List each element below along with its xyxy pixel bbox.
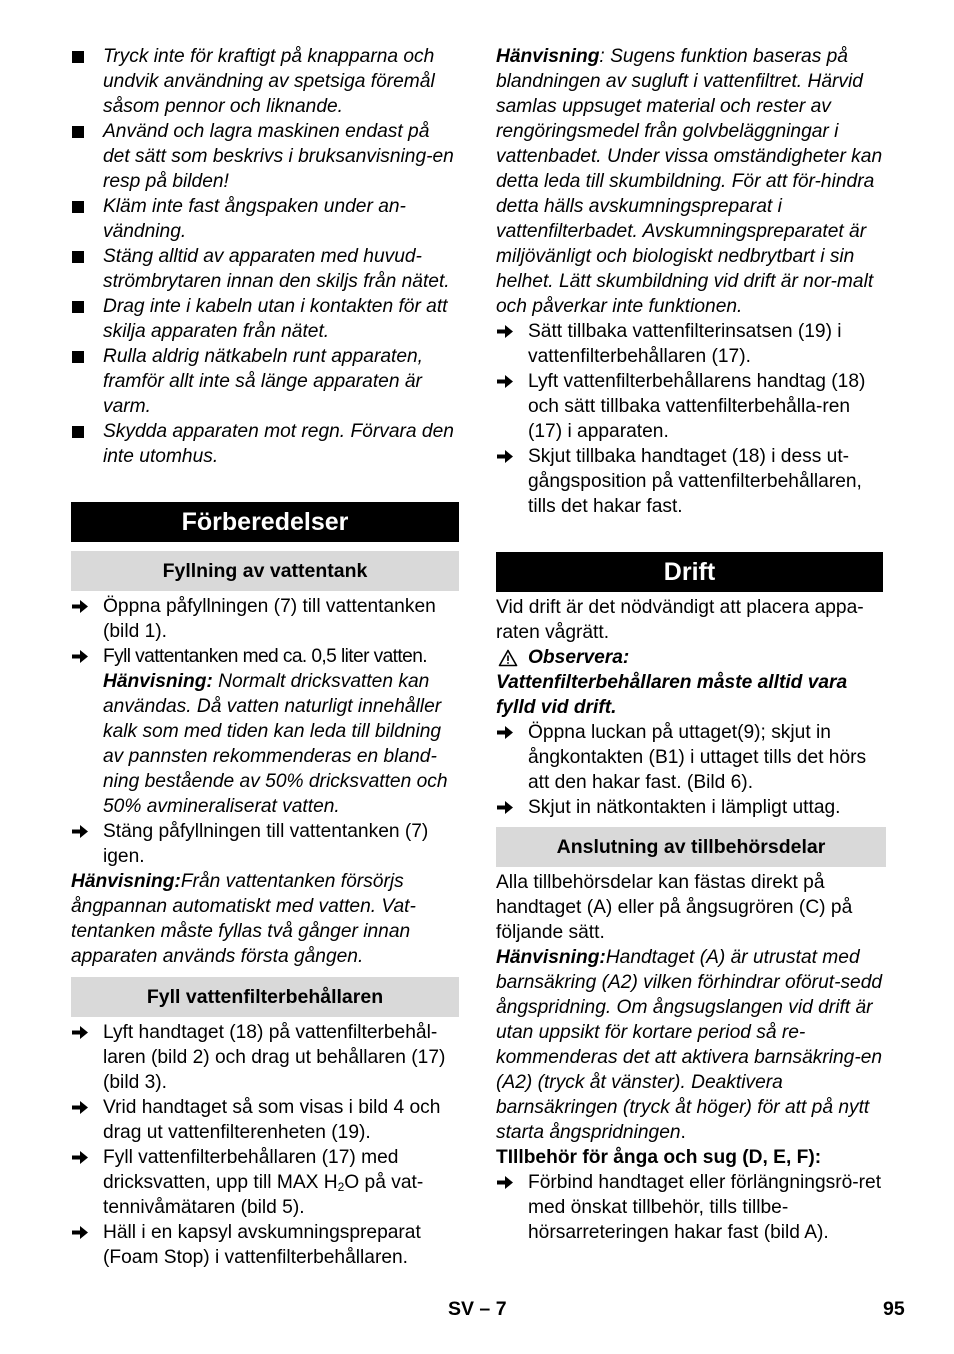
warning-triangle-icon bbox=[498, 649, 518, 674]
note-text: Normalt dricksvatten kan användas. Då vatten naturligt innehåller kalk som med tiden kan leda till bildning av pannsten rekommenderas en bland-ning bestående av 50% dricksvatten och 50% avmineraliserat vatten. bbox=[103, 671, 448, 817]
bullet-text: Skydda apparaten mot regn. Förvara den inte utomhus. bbox=[103, 421, 454, 467]
list-item bbox=[71, 1020, 459, 1095]
square-bullet-icon bbox=[72, 201, 84, 213]
fill-tank-steps bbox=[71, 594, 459, 869]
list-item bbox=[496, 369, 886, 444]
section-heading-drift: Drift bbox=[496, 552, 883, 592]
subheading-anslutning-tillbehorsdelar: Anslutning av tillbehörsdelar bbox=[496, 827, 886, 867]
arrow-right-icon bbox=[71, 594, 93, 619]
filter-steps bbox=[71, 1020, 459, 1270]
list-item bbox=[71, 194, 459, 244]
left-column bbox=[71, 44, 459, 1270]
note-label: Hänvisning bbox=[496, 46, 600, 67]
step-text: Förbind handtaget eller förlängningsrö-ret med önskat tillbehör, tills tillbe-hörsarreteringen hakar fast (bild A). bbox=[528, 1172, 882, 1243]
footer-section-label: SV – 7 bbox=[448, 1298, 507, 1320]
subscript-2: 2 bbox=[337, 1180, 345, 1194]
list-item bbox=[71, 1220, 459, 1270]
subheading-fyllning-vattentank: Fyllning av vattentank bbox=[71, 551, 459, 591]
reassembly-steps bbox=[496, 319, 886, 519]
arrow-right-icon bbox=[71, 1020, 93, 1045]
note-end: . bbox=[680, 1122, 686, 1143]
step-text bbox=[103, 1147, 423, 1218]
accessories-steps bbox=[496, 1170, 886, 1245]
bullet-text: Tryck inte för kraftigt på knapparna och undvik användning av spetsiga föremål såsom pennor och liknande. bbox=[103, 46, 435, 117]
step-text: Öppna påfyllningen (7) till vattentanken (bild 1). bbox=[103, 596, 436, 642]
list-item bbox=[71, 244, 459, 294]
step-text: Lyft handtaget (18) på vattenfilterbehål-laren (bild 2) och drag ut behållaren (17) (bild 3). bbox=[103, 1022, 446, 1093]
list-item bbox=[71, 819, 459, 869]
square-bullet-icon bbox=[72, 426, 84, 438]
note-label: Hänvisning: bbox=[103, 671, 213, 692]
step-text: Skjut in nätkontakten i lämpligt uttag. bbox=[528, 797, 841, 818]
step-text: Lyft vattenfilterbehållarens handtag (18) och sätt tillbaka vattenfilterbehålla-ren (17) i apparaten. bbox=[528, 371, 866, 442]
accessories-intro: Alla tillbehörsdelar kan fästas direkt på handtaget (A) eller på ångsugrören (C) på följande sätt. bbox=[496, 872, 853, 943]
list-item bbox=[71, 1145, 459, 1220]
bullet-text: Drag inte i kabeln utan i kontakten för att skilja apparaten från nätet. bbox=[103, 296, 448, 342]
arrow-right-icon bbox=[496, 319, 518, 344]
section-heading-forberedelser: Förberedelser bbox=[71, 502, 459, 542]
arrow-right-icon bbox=[496, 1170, 518, 1195]
page-number: 95 bbox=[883, 1298, 905, 1320]
list-item bbox=[71, 344, 459, 419]
step-text: Sätt tillbaka vattenfilterinsatsen (19) i vattenfilterbehållaren (17). bbox=[528, 321, 842, 367]
square-bullet-icon bbox=[72, 51, 84, 63]
step-text: Skjut tillbaka handtaget (18) i dess ut-gångsposition på vattenfilterbehållaren, tills det hakar fast. bbox=[528, 446, 862, 517]
step-text: Stäng påfyllningen till vattentanken (7) igen. bbox=[103, 821, 429, 867]
arrow-right-icon bbox=[71, 819, 93, 844]
step-text: Häll i en kapsyl avskumningspreparat (Foam Stop) i vattenfilterbehållaren. bbox=[103, 1222, 421, 1268]
square-bullet-icon bbox=[72, 251, 84, 263]
arrow-right-icon bbox=[71, 1095, 93, 1120]
drift-steps bbox=[496, 720, 886, 820]
warning-block bbox=[496, 645, 886, 720]
accessories-note bbox=[496, 945, 886, 1145]
bullet-text: Rulla aldrig nätkabeln runt apparaten, framför allt inte så länge apparaten är varm. bbox=[103, 346, 424, 417]
arrow-right-icon bbox=[71, 1220, 93, 1245]
warning-text: Vattenfilterbehållaren måste alltid vara fylld vid drift. bbox=[496, 672, 848, 718]
warning-label: Observera: bbox=[528, 647, 630, 668]
square-bullet-icon bbox=[72, 301, 84, 313]
arrow-right-icon bbox=[496, 369, 518, 394]
step-text: Öppna luckan på uttaget(9); skjut in ångkontakten (B1) i uttaget tills det hörs att den hakar fast. (Bild 6). bbox=[528, 722, 867, 793]
list-item bbox=[71, 44, 459, 119]
list-item bbox=[71, 594, 459, 644]
step-text: Vrid handtaget så som visas i bild 4 och drag ut vattenfilterenheten (19). bbox=[103, 1097, 441, 1143]
arrow-right-icon bbox=[496, 795, 518, 820]
list-item bbox=[496, 444, 886, 519]
step-text-part: Fyll vattenfilterbehållaren (17) med dricksvatten, upp till MAX H bbox=[103, 1147, 399, 1193]
list-item bbox=[71, 644, 459, 819]
list-item bbox=[71, 1095, 459, 1145]
right-column bbox=[496, 44, 886, 1245]
list-item bbox=[71, 119, 459, 194]
square-bullet-icon bbox=[72, 126, 84, 138]
list-item bbox=[71, 419, 459, 469]
suction-note bbox=[496, 44, 886, 319]
bullet-text: Stäng alltid av apparaten med huvud-strömbrytaren innan den skiljs från nätet. bbox=[103, 246, 450, 292]
step-text: Fyll vattentanken med ca. 0,5 liter vatten. bbox=[103, 646, 428, 667]
drift-intro: Vid drift är det nödvändigt att placera appa-raten vågrätt. bbox=[496, 597, 864, 643]
step-note bbox=[103, 669, 459, 819]
list-item bbox=[496, 1170, 886, 1245]
note-text: Från vattentanken försörjs ångpannan automatiskt med vatten. Vat-tentanken måste fyllas två gånger innan apparaten används första gången. bbox=[71, 871, 416, 967]
warning-heading bbox=[496, 645, 886, 670]
arrow-right-icon bbox=[496, 444, 518, 469]
list-item bbox=[496, 795, 886, 820]
safety-bullet-list bbox=[71, 44, 459, 469]
subheading-fyll-vattenfilterbehallaren: Fyll vattenfilterbehållaren bbox=[71, 977, 459, 1017]
arrow-right-icon bbox=[71, 1145, 93, 1170]
tank-note bbox=[71, 869, 459, 969]
arrow-right-icon bbox=[71, 644, 93, 669]
arrow-right-icon bbox=[496, 720, 518, 745]
note-label: Hänvisning: bbox=[496, 947, 606, 968]
list-item bbox=[71, 294, 459, 344]
list-item bbox=[496, 720, 886, 795]
note-text: Handtaget (A) är utrustat med barnsäkring (A2) vilken förhindrar oförut-sedd ångspridning. Om ångsugslangen vid drift är utan uppsikt för kortare period så re-kommenderas det att aktivera barnsäkring-en (A2) (tryck åt vänster). Deaktivera barnsäkringen (tryck åt höger) för att på nytt starta ångspridningen bbox=[496, 947, 883, 1143]
bullet-text: Använd och lagra maskinen endast på det sätt som beskrivs i bruksanvisning-en resp på bilden! bbox=[103, 121, 454, 192]
accessories-heading: TIllbehör för ånga och sug (D, E, F): bbox=[496, 1147, 822, 1168]
square-bullet-icon bbox=[72, 351, 84, 363]
note-label: Hänvisning: bbox=[71, 871, 181, 892]
step-text-part: O på vat-tennivåmätaren (bild 5). bbox=[103, 1172, 424, 1218]
note-text: : Sugens funktion baseras på blandningen av sugluft i vattenfiltret. Härvid samlas uppsuget material och rester av rengöringsmedel från golvbeläggningar i vattenbadet. Under vissa omständigheter kan detta leda till skumbildning. För att för-hindra detta hälls avskumningspreparat i vattenfilterbadet. Avskumningspreparatet är miljövänligt och biologiskt nedbrytbart i sin helhet. Lätt skumbildning vid drift är nor-malt och påverkar inte funktionen. bbox=[496, 46, 883, 317]
bullet-text: Kläm inte fast ångspaken under an-vändning. bbox=[103, 196, 406, 242]
list-item bbox=[496, 319, 886, 369]
